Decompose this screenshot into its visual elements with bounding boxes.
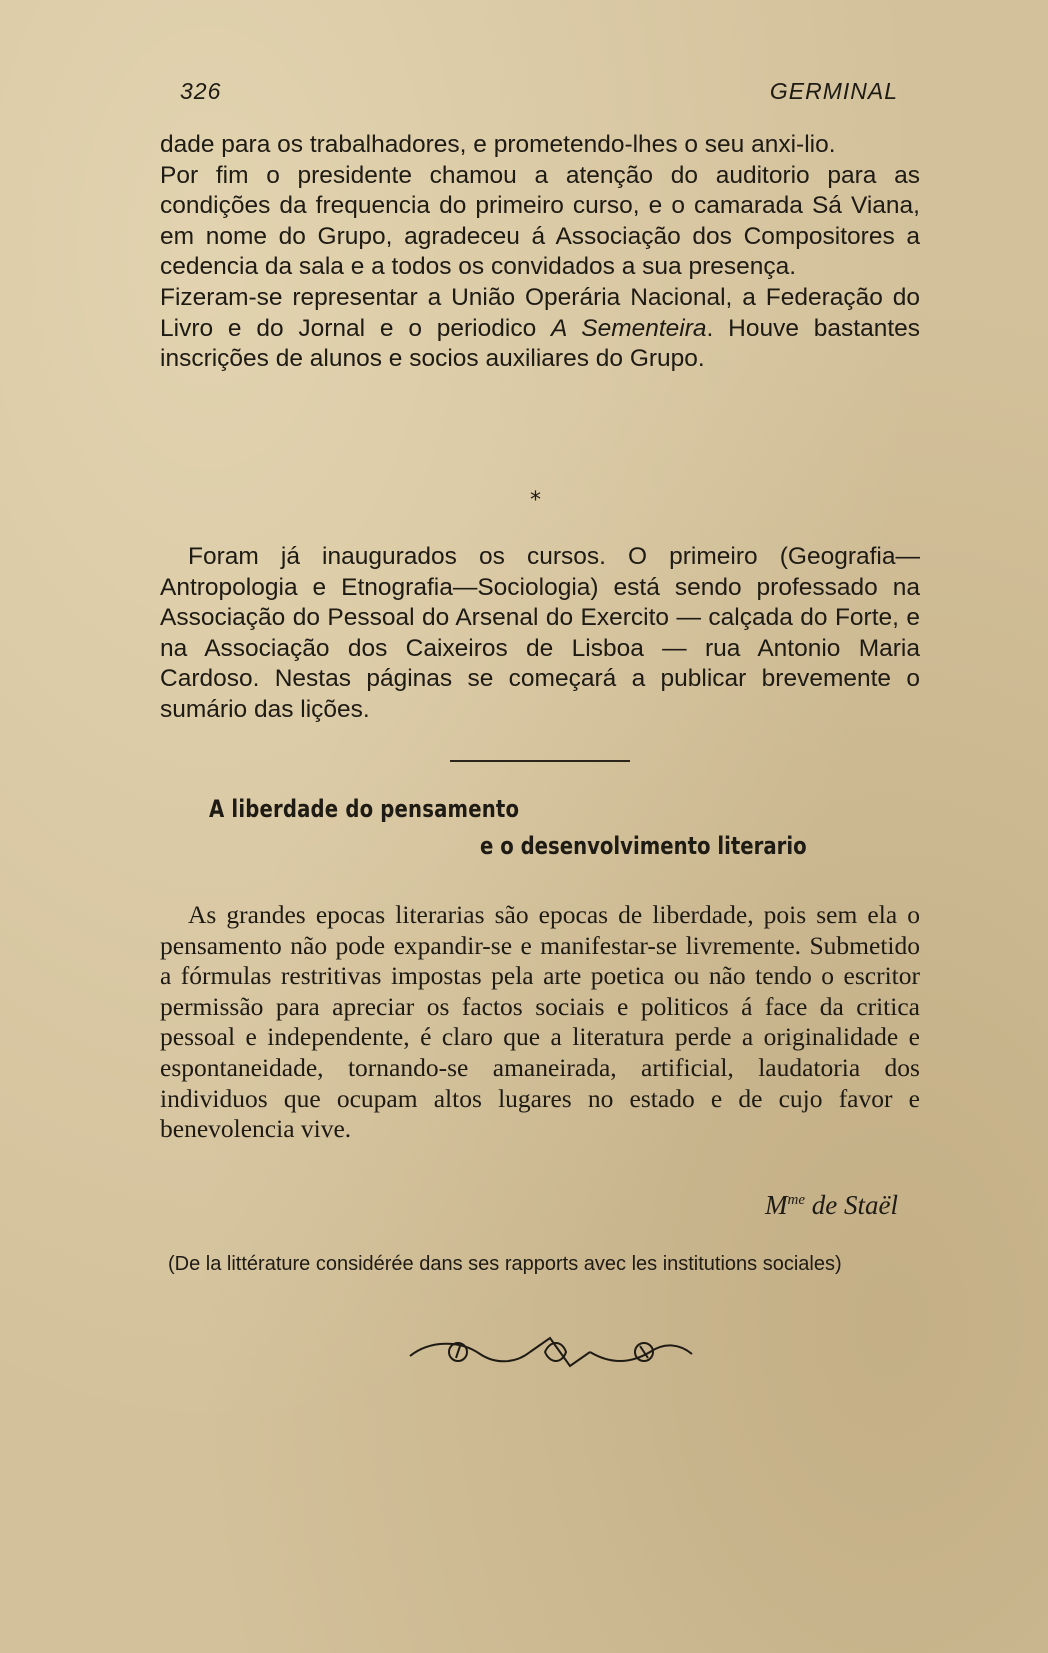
article-body	[160, 900, 920, 1145]
page-header	[180, 78, 898, 112]
representatives-text: Fizeram-se representar a União Operária Nacional, a Federação do Livro e do Jornal e o periodico	[160, 283, 920, 342]
section-course-report	[160, 130, 920, 375]
source-citation: (De la littérature considérée dans ses rapports avec les institutions sociales)	[168, 1253, 842, 1275]
section-courses	[160, 542, 920, 726]
periodical-title: A Sementeira	[551, 314, 707, 342]
paragraph-courses: Foram já inaugurados os cursos. O primeiro (Geografia—Antropologia e Etnografia—Sociologia) está sendo professado na Associação do Pessoal do Arsenal do Exercito — calçada do Forte, e na Associação dos Caixeiros de Lisboa — rua Antonio Maria Cardoso. Nestas páginas se começará a publicar brevemente o sumário das lições.	[160, 543, 920, 723]
section-divider	[450, 760, 630, 762]
representatives-text-end: . Houve bastantes inscrições de alunos e socios auxiliares do Grupo.	[160, 314, 921, 373]
article-title-line-1: A liberdade do pensamento	[209, 795, 520, 823]
paragraph-continuation: dade para os trabalhadores, e prometendo-lhes o seu anxi-lio.	[160, 131, 836, 158]
running-title: GERMINAL	[769, 78, 898, 104]
paragraph-representatives	[160, 283, 920, 375]
paragraph-president: Por fim o presidente chamou a atenção do auditorio para as condições da frequencia do primeiro curso, e o camarada Sá Viana, em nome do Grupo, agradeceu á Associação dos Compositores a cedencia da sala e a todos os convidados a sua presença.	[160, 161, 920, 281]
page-number: 326	[180, 78, 222, 104]
flourish-icon	[400, 1330, 700, 1374]
signature-superscript: me	[787, 1192, 806, 1208]
paragraph-article: As grandes epocas literarias são epocas de liberdade, pois sem ela o pensamento não pode expandir-se e manifestar-se livremente. Submetido a fórmulas restritivas impostas pela arte poetica ou não tendo o escritor permissão para apreciar os factos sociais e politicos á face da critica pessoal e independente, é claro que a literatura perde a originalidade e espontaneidade, tornando-se amaneirada, artificial, laudatoria dos individuos que ocupam altos lugares no estado e de cujo favor e benevolencia vive.	[160, 900, 920, 1144]
asterisk-separator: *	[530, 488, 541, 513]
signature-prefix: M	[765, 1190, 788, 1220]
article-title-line-2: e o desenvolvimento literario	[480, 832, 807, 860]
signature-name: de Staël	[811, 1190, 898, 1220]
author-signature	[765, 1190, 898, 1221]
